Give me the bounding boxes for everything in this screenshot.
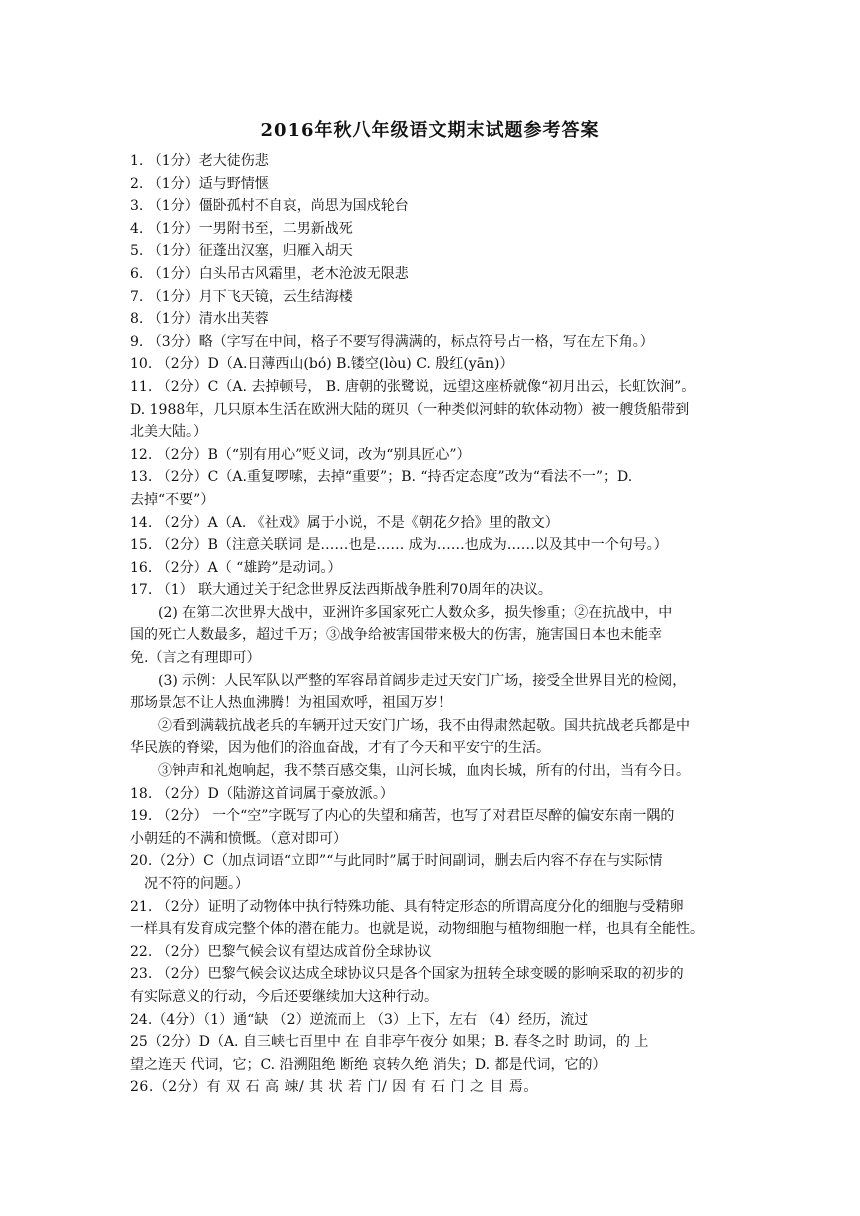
answer-line: 9. （3分）略（字写在中间，格子不要写得满满的，标点符号占一格，写在左下角。） <box>130 333 654 350</box>
answer-line: 20.（2分）C（加点词语“立即”“与此同时”属于时间副词，删去后内容不存在与实际情 <box>130 853 663 870</box>
answer-line: 2. （1分）适与野情惬 <box>130 175 269 192</box>
answer-line: 22. （2分）巴黎气候会议有望达成首份全球协议 <box>130 943 432 960</box>
answer-line: ③钟声和礼炮响起，我不禁百感交集，山河长城，血肉长城，所有的付出，当有今日。 <box>158 763 690 780</box>
answer-line: 18. （2分）D（陆游这首词属于豪放派。） <box>130 785 394 802</box>
answer-line: 26.（2分）有 双 石 高 竦/ 其 状 若 门/ 因 有 石 门 之 目 焉。 <box>130 1079 538 1096</box>
answer-line: 有实际意义的行动，今后还要继续加大这种行动。 <box>130 988 438 1005</box>
answer-line: 国的死亡人数最多，超过千万；③战争给被害国带来极大的伤害，施害国日本也未能幸 <box>130 627 662 644</box>
answer-line: 13. （2分）C（A.重复啰嗦，去掉“重要”；B. “持否定态度”改为“看法不一”；D. <box>130 469 633 486</box>
answer-line: 21. （2分）证明了动物体中执行特殊功能、具有特定形态的所谓高度分化的细胞与受精卵 <box>130 898 684 915</box>
answer-line: 19. （2分） 一个“空”字既写了内心的失望和痛苦，也写了对君臣尽醉的偏安东南一隅的 <box>130 808 675 825</box>
answer-line: 小朝廷的不满和愤慨。（意对即可） <box>130 830 347 847</box>
answer-line: ②看到满载抗战老兵的车辆开过天安门广场，我不由得肃然起敬。国共抗战老兵都是中 <box>158 717 690 734</box>
answer-line: 一样具有发育成完整个体的潜在能力。也就是说，动物细胞与植物细胞一样，也具有全能性。 <box>130 921 704 938</box>
answer-line: D. 1988年，几只原本生活在欧洲大陆的斑贝（一种类似河蚌的软体动物）被一艘货船带到 <box>130 401 690 418</box>
answer-line: 8. （1分）清水出芙蓉 <box>130 311 269 328</box>
answer-line: 5. （1分）征蓬出汉塞，归雁入胡天 <box>130 243 353 260</box>
answer-line: 北美大陆。） <box>130 424 207 441</box>
answer-line: 6. （1分）白头吊古风霜里，老木沧波无限悲 <box>130 265 409 282</box>
answer-list <box>130 150 734 1099</box>
page-title: 2016年秋八年级语文期末试题参考答案 <box>260 120 600 141</box>
answer-line: 免.（言之有理即可） <box>130 650 261 667</box>
answer-line: 3. （1分）僵卧孤村不自哀，尚思为国戍轮台 <box>130 198 409 215</box>
answer-line: 11. （2分）C（A. 去掉顿号， B. 唐朝的张鹭说，远望这座桥就像“初月出云，长虹饮涧”。 <box>130 378 696 395</box>
answer-line: 4. （1分）一男附书至，二男新战死 <box>130 220 353 237</box>
answer-line: 10. （2分）D（A.日薄西山(bó) B.镂空(lòu) C. 殷红(yān)） <box>130 356 514 373</box>
answer-line: 去掉“不要”） <box>130 491 215 508</box>
answer-line: 况不符的问题。） <box>144 876 249 892</box>
answer-line: 25（2分）D（A. 自三峡七百里中 在 自非亭午夜分 如果；B. 春冬之时 助词，的 上 <box>130 1034 649 1051</box>
answer-line: 23. （2分）巴黎气候会议达成全球协议只是各个国家为扭转全球变暖的影响采取的初步的 <box>130 966 684 983</box>
answer-line: 24.（4分）（1）通“缺 （2）逆流而上 （3）上下，左右 （4）经历，流过 <box>130 1011 589 1028</box>
answer-line: 7. （1分）月下飞天镜，云生结海楼 <box>130 288 353 305</box>
answer-line: (3) 示例：人民军队以严整的军容昂首阔步走过天安门广场，接受全世界目光的检阅， <box>158 672 687 689</box>
answer-line: 14. （2分）A（A. 《社戏》属于小说，不是《朝花夕拾》里的散文） <box>130 514 559 531</box>
answer-line: 16. （2分）A（ “雄跨”是动词。） <box>130 559 342 576</box>
answer-line: 那场景怎不让人热血沸腾！为祖国欢呼，祖国万岁！ <box>130 695 452 712</box>
answer-line: (2) 在第二次世界大战中，亚洲许多国家死亡人数众多，损失惨重；②在抗战中，中 <box>158 604 673 621</box>
answer-line: 12. （2分）B（“别有用心”贬义词，改为“别具匠心”） <box>130 446 471 463</box>
answer-line: 17. （1） 联大通过关于纪念世界反法西斯战争胜利70周年的决议。 <box>130 582 552 599</box>
answer-line: 华民族的脊梁，因为他们的浴血奋战，才有了今天和平安宁的生活。 <box>130 740 550 757</box>
answer-line: 15. （2分）B（注意关联词 是……也是…… 成为……也成为……以及其中一个句号。） <box>130 537 668 554</box>
answer-line: 望之连天 代词，它；C. 沿溯阻绝 断绝 哀转久绝 消失；D. 都是代词，它的） <box>130 1056 607 1073</box>
answer-line: 1. （1分）老大徒伤悲 <box>130 153 269 169</box>
